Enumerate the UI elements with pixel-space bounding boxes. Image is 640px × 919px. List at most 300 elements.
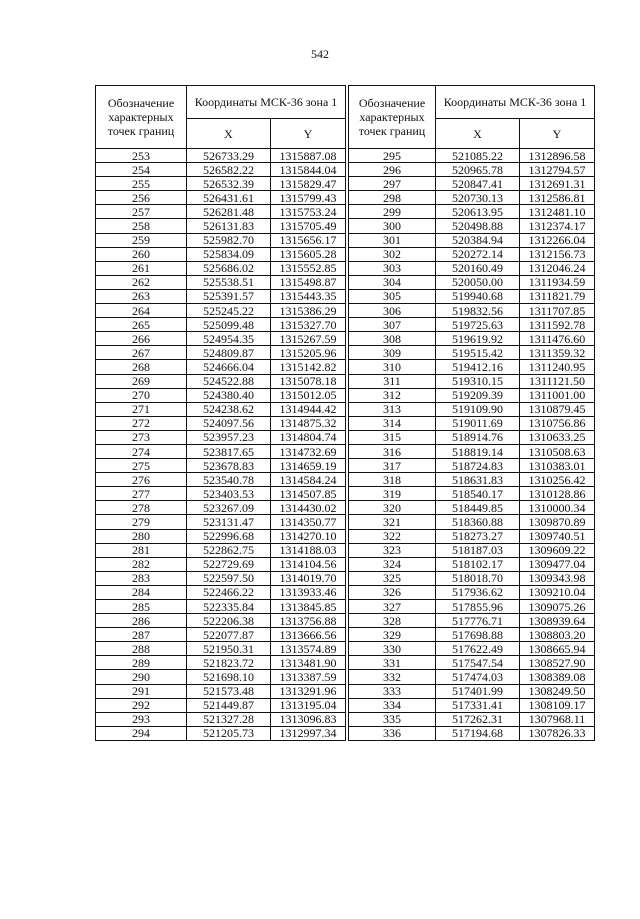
point-number-cell: 280	[96, 529, 187, 543]
x-coordinate-cell: 519209.39	[436, 388, 520, 402]
table-row	[96, 275, 346, 289]
x-coordinate-cell: 520160.49	[436, 261, 520, 275]
x-coordinate-cell: 523817.65	[187, 444, 271, 458]
y-coordinate-cell: 1315267.59	[271, 332, 346, 346]
point-number-cell: 328	[349, 614, 436, 628]
table-row	[96, 642, 346, 656]
table-row	[96, 656, 346, 670]
point-number-cell: 254	[96, 163, 187, 177]
table-row	[349, 529, 595, 543]
table-row	[349, 726, 595, 740]
y-coordinate-cell: 1308803.20	[520, 628, 595, 642]
y-coordinate-cell: 1313845.85	[271, 600, 346, 614]
point-number-cell: 312	[349, 388, 436, 402]
point-number-cell: 332	[349, 670, 436, 684]
x-coordinate-cell: 521205.73	[187, 726, 271, 740]
table-row	[96, 402, 346, 416]
y-coordinate-cell: 1310383.01	[520, 459, 595, 473]
point-number-cell: 323	[349, 543, 436, 557]
table-row	[96, 191, 346, 205]
point-number-cell: 288	[96, 642, 187, 656]
table-row	[349, 289, 595, 303]
y-coordinate-cell: 1310879.45	[520, 402, 595, 416]
point-number-cell: 326	[349, 585, 436, 599]
table-row	[96, 473, 346, 487]
y-coordinate-cell: 1308939.64	[520, 614, 595, 628]
x-coordinate-cell: 518631.83	[436, 473, 520, 487]
point-number-cell: 261	[96, 261, 187, 275]
point-number-cell: 293	[96, 712, 187, 726]
point-number-cell: 319	[349, 487, 436, 501]
table-row	[96, 515, 346, 529]
x-coordinate-cell: 526431.61	[187, 191, 271, 205]
point-number-cell: 292	[96, 698, 187, 712]
y-coordinate-cell: 1310756.86	[520, 416, 595, 430]
x-coordinate-cell: 517622.49	[436, 642, 520, 656]
y-coordinate-cell: 1315605.28	[271, 247, 346, 261]
table-row	[349, 642, 595, 656]
y-coordinate-cell: 1311476.60	[520, 332, 595, 346]
x-coordinate-cell: 522077.87	[187, 628, 271, 642]
y-coordinate-cell: 1309477.04	[520, 557, 595, 571]
point-label-header: Обозначение характерных точек границ	[349, 86, 436, 149]
x-coordinate-cell: 519412.16	[436, 360, 520, 374]
table-row	[349, 304, 595, 318]
point-number-cell: 320	[349, 501, 436, 515]
x-coordinate-cell: 519832.56	[436, 304, 520, 318]
table-row	[96, 600, 346, 614]
y-coordinate-cell: 1308109.17	[520, 698, 595, 712]
point-number-cell: 313	[349, 402, 436, 416]
table-row	[349, 219, 595, 233]
x-coordinate-cell: 519310.15	[436, 374, 520, 388]
y-coordinate-cell: 1314875.32	[271, 416, 346, 430]
table-row	[349, 163, 595, 177]
x-coordinate-cell: 519515.42	[436, 346, 520, 360]
point-number-cell: 335	[349, 712, 436, 726]
table-row	[96, 430, 346, 444]
table-row	[96, 261, 346, 275]
point-number-cell: 263	[96, 289, 187, 303]
point-label-header: Обозначение характерных точек границ	[96, 86, 187, 149]
table-row	[349, 487, 595, 501]
point-number-cell: 285	[96, 600, 187, 614]
point-number-cell: 257	[96, 205, 187, 219]
table-row	[349, 247, 595, 261]
point-number-cell: 327	[349, 600, 436, 614]
x-coordinate-cell: 518724.83	[436, 459, 520, 473]
x-coordinate-cell: 519109.90	[436, 402, 520, 416]
x-coordinate-cell: 518540.17	[436, 487, 520, 501]
x-coordinate-cell: 517474.03	[436, 670, 520, 684]
table-row	[349, 459, 595, 473]
y-coordinate-cell: 1313933.46	[271, 585, 346, 599]
table-row	[96, 614, 346, 628]
x-coordinate-cell: 517547.54	[436, 656, 520, 670]
y-coordinate-cell: 1312691.31	[520, 177, 595, 191]
table-row	[96, 332, 346, 346]
x-coordinate-cell: 524666.04	[187, 360, 271, 374]
table-row	[96, 304, 346, 318]
point-number-cell: 273	[96, 430, 187, 444]
y-coordinate-cell: 1314944.42	[271, 402, 346, 416]
point-number-cell: 316	[349, 444, 436, 458]
y-coordinate-cell: 1315552.85	[271, 261, 346, 275]
table-row	[349, 614, 595, 628]
point-number-cell: 303	[349, 261, 436, 275]
y-coordinate-cell: 1311001.00	[520, 388, 595, 402]
x-coordinate-cell: 522996.68	[187, 529, 271, 543]
x-coordinate-cell: 518360.88	[436, 515, 520, 529]
x-coordinate-cell: 519725.63	[436, 318, 520, 332]
table-row	[96, 529, 346, 543]
x-coordinate-cell: 524097.56	[187, 416, 271, 430]
y-coordinate-cell: 1315012.05	[271, 388, 346, 402]
point-number-cell: 330	[349, 642, 436, 656]
y-coordinate-cell: 1315443.35	[271, 289, 346, 303]
table-row	[349, 233, 595, 247]
x-coordinate-cell: 517194.68	[436, 726, 520, 740]
x-coordinate-cell: 518819.14	[436, 444, 520, 458]
y-coordinate-cell: 1312046.24	[520, 261, 595, 275]
y-coordinate-cell: 1312156.73	[520, 247, 595, 261]
x-coordinate-cell: 521573.48	[187, 684, 271, 698]
table-row	[96, 487, 346, 501]
point-number-cell: 307	[349, 318, 436, 332]
point-number-cell: 325	[349, 571, 436, 585]
x-coordinate-cell: 523131.47	[187, 515, 271, 529]
y-coordinate-cell: 1312374.17	[520, 219, 595, 233]
y-coordinate-cell: 1314584.24	[271, 473, 346, 487]
point-number-cell: 262	[96, 275, 187, 289]
table-row	[96, 459, 346, 473]
table-row	[349, 430, 595, 444]
table-row	[349, 416, 595, 430]
y-coordinate-cell: 1315844.04	[271, 163, 346, 177]
y-coordinate-cell: 1312997.34	[271, 726, 346, 740]
point-number-cell: 329	[349, 628, 436, 642]
table-row	[349, 501, 595, 515]
x-coordinate-cell: 517855.96	[436, 600, 520, 614]
y-header: Y	[520, 119, 595, 149]
y-coordinate-cell: 1311592.78	[520, 318, 595, 332]
y-coordinate-cell: 1313096.83	[271, 712, 346, 726]
point-number-cell: 264	[96, 304, 187, 318]
y-coordinate-cell: 1308665.94	[520, 642, 595, 656]
coord-system-header: Координаты МСК-36 зона 1	[187, 86, 346, 119]
x-coordinate-cell: 517262.31	[436, 712, 520, 726]
point-number-cell: 317	[349, 459, 436, 473]
table-row	[349, 585, 595, 599]
point-number-cell: 268	[96, 360, 187, 374]
point-number-cell: 260	[96, 247, 187, 261]
point-number-cell: 258	[96, 219, 187, 233]
table-row	[349, 402, 595, 416]
y-coordinate-cell: 1314507.85	[271, 487, 346, 501]
y-coordinate-cell: 1307968.11	[520, 712, 595, 726]
y-coordinate-cell: 1313481.90	[271, 656, 346, 670]
point-number-cell: 318	[349, 473, 436, 487]
point-number-cell: 309	[349, 346, 436, 360]
y-coordinate-cell: 1315753.24	[271, 205, 346, 219]
table-row	[96, 684, 346, 698]
table-row	[349, 557, 595, 571]
table-row	[349, 628, 595, 642]
point-number-cell: 295	[349, 149, 436, 163]
y-coordinate-cell: 1311359.32	[520, 346, 595, 360]
y-coordinate-cell: 1315327.70	[271, 318, 346, 332]
point-number-cell: 277	[96, 487, 187, 501]
point-number-cell: 267	[96, 346, 187, 360]
y-coordinate-cell: 1310000.34	[520, 501, 595, 515]
point-number-cell: 314	[349, 416, 436, 430]
table-row	[96, 374, 346, 388]
point-number-cell: 310	[349, 360, 436, 374]
y-coordinate-cell: 1310508.63	[520, 444, 595, 458]
point-number-cell: 296	[349, 163, 436, 177]
point-number-cell: 305	[349, 289, 436, 303]
table-row	[96, 233, 346, 247]
point-number-cell: 291	[96, 684, 187, 698]
x-coordinate-cell: 524380.40	[187, 388, 271, 402]
x-coordinate-cell: 517936.62	[436, 585, 520, 599]
point-number-cell: 287	[96, 628, 187, 642]
y-coordinate-cell: 1314430.02	[271, 501, 346, 515]
x-coordinate-cell: 522597.50	[187, 571, 271, 585]
x-header: X	[187, 119, 271, 149]
point-number-cell: 301	[349, 233, 436, 247]
table-row	[349, 684, 595, 698]
table-row	[96, 585, 346, 599]
point-number-cell: 276	[96, 473, 187, 487]
y-coordinate-cell: 1309210.04	[520, 585, 595, 599]
x-coordinate-cell: 525686.02	[187, 261, 271, 275]
y-coordinate-cell: 1315887.08	[271, 149, 346, 163]
point-number-cell: 302	[349, 247, 436, 261]
x-coordinate-cell: 520272.14	[436, 247, 520, 261]
table-row	[349, 261, 595, 275]
y-coordinate-cell: 1315705.49	[271, 219, 346, 233]
x-coordinate-cell: 517401.99	[436, 684, 520, 698]
table-body-right	[349, 149, 595, 741]
point-number-cell: 289	[96, 656, 187, 670]
x-coordinate-cell: 524954.35	[187, 332, 271, 346]
y-coordinate-cell: 1313666.56	[271, 628, 346, 642]
x-coordinate-cell: 520847.41	[436, 177, 520, 191]
y-coordinate-cell: 1307826.33	[520, 726, 595, 740]
x-coordinate-cell: 524238.62	[187, 402, 271, 416]
x-coordinate-cell: 525245.22	[187, 304, 271, 318]
x-coordinate-cell: 525982.70	[187, 233, 271, 247]
x-coordinate-cell: 523678.83	[187, 459, 271, 473]
table-row	[96, 360, 346, 374]
point-number-cell: 321	[349, 515, 436, 529]
y-coordinate-cell: 1314732.69	[271, 444, 346, 458]
y-coordinate-cell: 1315656.17	[271, 233, 346, 247]
table-row	[349, 177, 595, 191]
x-coordinate-cell: 518449.85	[436, 501, 520, 515]
y-coordinate-cell: 1312586.81	[520, 191, 595, 205]
y-coordinate-cell: 1309343.98	[520, 571, 595, 585]
y-coordinate-cell: 1315799.43	[271, 191, 346, 205]
point-number-cell: 256	[96, 191, 187, 205]
x-coordinate-cell: 522862.75	[187, 543, 271, 557]
point-number-cell: 333	[349, 684, 436, 698]
point-number-cell: 304	[349, 275, 436, 289]
y-coordinate-cell: 1308527.90	[520, 656, 595, 670]
table-row	[96, 712, 346, 726]
x-coordinate-cell: 518914.76	[436, 430, 520, 444]
table-row	[96, 416, 346, 430]
x-coordinate-cell: 521823.72	[187, 656, 271, 670]
table-body-left	[96, 149, 346, 741]
point-number-cell: 283	[96, 571, 187, 585]
table-row	[96, 205, 346, 219]
x-coordinate-cell: 526131.83	[187, 219, 271, 233]
x-coordinate-cell: 521449.87	[187, 698, 271, 712]
x-coordinate-cell: 524809.87	[187, 346, 271, 360]
table-row	[96, 219, 346, 233]
table-row	[349, 473, 595, 487]
x-coordinate-cell: 526582.22	[187, 163, 271, 177]
coordinates-table-left	[95, 85, 346, 741]
y-coordinate-cell: 1315205.96	[271, 346, 346, 360]
y-coordinate-cell: 1311121.50	[520, 374, 595, 388]
table-row	[96, 163, 346, 177]
y-coordinate-cell: 1315142.82	[271, 360, 346, 374]
x-coordinate-cell: 525099.48	[187, 318, 271, 332]
y-coordinate-cell: 1315829.47	[271, 177, 346, 191]
y-coordinate-cell: 1310128.86	[520, 487, 595, 501]
point-number-cell: 284	[96, 585, 187, 599]
y-coordinate-cell: 1309075.26	[520, 600, 595, 614]
table-row	[96, 571, 346, 585]
point-number-cell: 272	[96, 416, 187, 430]
point-number-cell: 278	[96, 501, 187, 515]
y-coordinate-cell: 1313387.59	[271, 670, 346, 684]
y-coordinate-cell: 1310256.42	[520, 473, 595, 487]
point-number-cell: 324	[349, 557, 436, 571]
table-row	[349, 149, 595, 163]
x-coordinate-cell: 520730.13	[436, 191, 520, 205]
table-row	[349, 275, 595, 289]
table-row	[96, 628, 346, 642]
table-row	[349, 346, 595, 360]
point-number-cell: 334	[349, 698, 436, 712]
x-coordinate-cell: 517331.41	[436, 698, 520, 712]
x-coordinate-cell: 519011.69	[436, 416, 520, 430]
point-number-cell: 298	[349, 191, 436, 205]
point-number-cell: 299	[349, 205, 436, 219]
table-row	[349, 670, 595, 684]
point-number-cell: 311	[349, 374, 436, 388]
table-row	[349, 712, 595, 726]
table-row	[96, 289, 346, 303]
y-coordinate-cell: 1315498.87	[271, 275, 346, 289]
point-number-cell: 322	[349, 529, 436, 543]
x-coordinate-cell: 518102.17	[436, 557, 520, 571]
x-coordinate-cell: 517698.88	[436, 628, 520, 642]
table-row	[349, 444, 595, 458]
table-row	[349, 515, 595, 529]
y-coordinate-cell: 1314270.10	[271, 529, 346, 543]
y-coordinate-cell: 1315386.29	[271, 304, 346, 318]
table-row	[96, 177, 346, 191]
table-row	[349, 388, 595, 402]
x-coordinate-cell: 526281.48	[187, 205, 271, 219]
y-coordinate-cell: 1310633.25	[520, 430, 595, 444]
point-number-cell: 269	[96, 374, 187, 388]
x-coordinate-cell: 525834.09	[187, 247, 271, 261]
point-number-cell: 336	[349, 726, 436, 740]
point-number-cell: 331	[349, 656, 436, 670]
x-coordinate-cell: 520965.78	[436, 163, 520, 177]
table-row	[96, 444, 346, 458]
table-row	[96, 543, 346, 557]
point-number-cell: 308	[349, 332, 436, 346]
y-coordinate-cell: 1313574.89	[271, 642, 346, 656]
x-coordinate-cell: 522466.22	[187, 585, 271, 599]
y-coordinate-cell: 1314350.77	[271, 515, 346, 529]
y-coordinate-cell: 1314188.03	[271, 543, 346, 557]
y-coordinate-cell: 1314019.70	[271, 571, 346, 585]
table-row	[349, 332, 595, 346]
table-row	[96, 726, 346, 740]
x-coordinate-cell: 520613.95	[436, 205, 520, 219]
x-coordinate-cell: 523403.53	[187, 487, 271, 501]
table-row	[349, 318, 595, 332]
table-row	[96, 346, 346, 360]
y-coordinate-cell: 1312266.04	[520, 233, 595, 247]
table-row	[349, 374, 595, 388]
y-coordinate-cell: 1309609.22	[520, 543, 595, 557]
point-number-cell: 315	[349, 430, 436, 444]
point-number-cell: 266	[96, 332, 187, 346]
point-number-cell: 282	[96, 557, 187, 571]
table-row	[349, 360, 595, 374]
table-row	[96, 247, 346, 261]
page-number: 542	[311, 47, 329, 61]
point-number-cell: 253	[96, 149, 187, 163]
point-number-cell: 286	[96, 614, 187, 628]
point-number-cell: 259	[96, 233, 187, 247]
y-header: Y	[271, 119, 346, 149]
table-row	[96, 149, 346, 163]
x-coordinate-cell: 521698.10	[187, 670, 271, 684]
table-row	[349, 205, 595, 219]
point-number-cell: 281	[96, 543, 187, 557]
x-coordinate-cell: 519619.92	[436, 332, 520, 346]
coordinates-table-right	[348, 85, 595, 741]
y-coordinate-cell: 1308249.50	[520, 684, 595, 698]
point-number-cell: 306	[349, 304, 436, 318]
table-row	[349, 656, 595, 670]
table-row	[96, 557, 346, 571]
y-coordinate-cell: 1312481.10	[520, 205, 595, 219]
point-number-cell: 300	[349, 219, 436, 233]
point-number-cell: 270	[96, 388, 187, 402]
y-coordinate-cell: 1313756.88	[271, 614, 346, 628]
y-coordinate-cell: 1314804.74	[271, 430, 346, 444]
table-row	[349, 543, 595, 557]
x-coordinate-cell: 526532.39	[187, 177, 271, 191]
y-coordinate-cell: 1313291.96	[271, 684, 346, 698]
y-coordinate-cell: 1311707.85	[520, 304, 595, 318]
point-number-cell: 265	[96, 318, 187, 332]
y-coordinate-cell: 1309740.51	[520, 529, 595, 543]
x-coordinate-cell: 519940.68	[436, 289, 520, 303]
table-row	[349, 191, 595, 205]
